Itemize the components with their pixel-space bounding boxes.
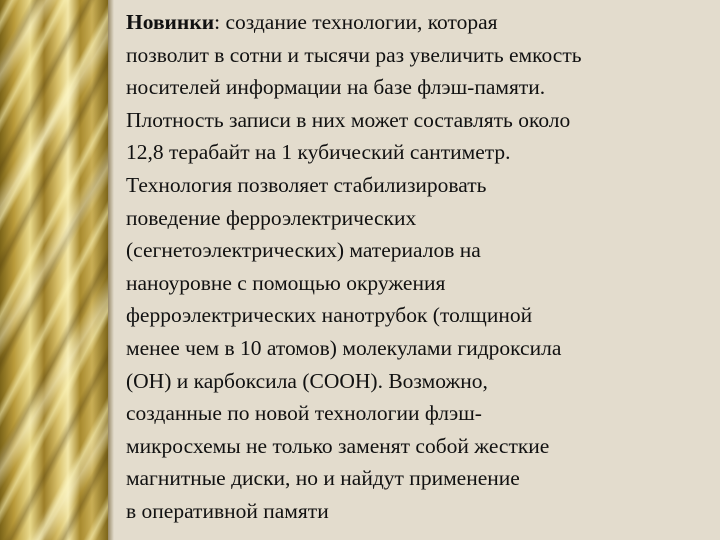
text-line-1: [126, 6, 706, 39]
text-line-14: микросхемы не только заменят собой жесткие: [126, 433, 550, 458]
text-line-11: менее чем в 10 атомов) молекулами гидроксила: [126, 335, 562, 360]
text-line-10: ферроэлектрических нанотрубок (толщиной: [126, 303, 533, 328]
gold-decorative-border: [0, 0, 108, 540]
text-line-12: (OH) и карбоксила (COOH). Возможно,: [126, 368, 488, 393]
text-line-7: поведение ферроэлектрических: [126, 205, 417, 230]
text-line-16: в оперативной памяти: [126, 498, 329, 523]
text-line-2: позволит в сотни и тысячи раз увеличить емкость: [126, 42, 582, 67]
text-line-6: Технология позволяет стабилизировать: [126, 172, 487, 197]
text-line-15: магнитные диски, но и найдут применение: [126, 466, 520, 491]
border-shadow: [108, 0, 114, 540]
text-line-1-rest: : создание технологии, которая: [214, 10, 498, 34]
text-line-4: Плотность записи в них может составлять около: [126, 107, 571, 132]
text-line-13: созданные по новой технологии флэш-: [126, 401, 482, 426]
slide-text-block: [126, 6, 706, 528]
text-line-8: (сегнетоэлектрических) материалов на: [126, 238, 481, 263]
text-line-3: носителей информации на базе флэш-памяти.: [126, 75, 546, 100]
text-line-9: наноуровне с помощью окружения: [126, 270, 446, 295]
text-line-5: 12,8 терабайт на 1 кубический сантиметр.: [126, 140, 511, 165]
heading-label: Новинки: [126, 10, 215, 34]
